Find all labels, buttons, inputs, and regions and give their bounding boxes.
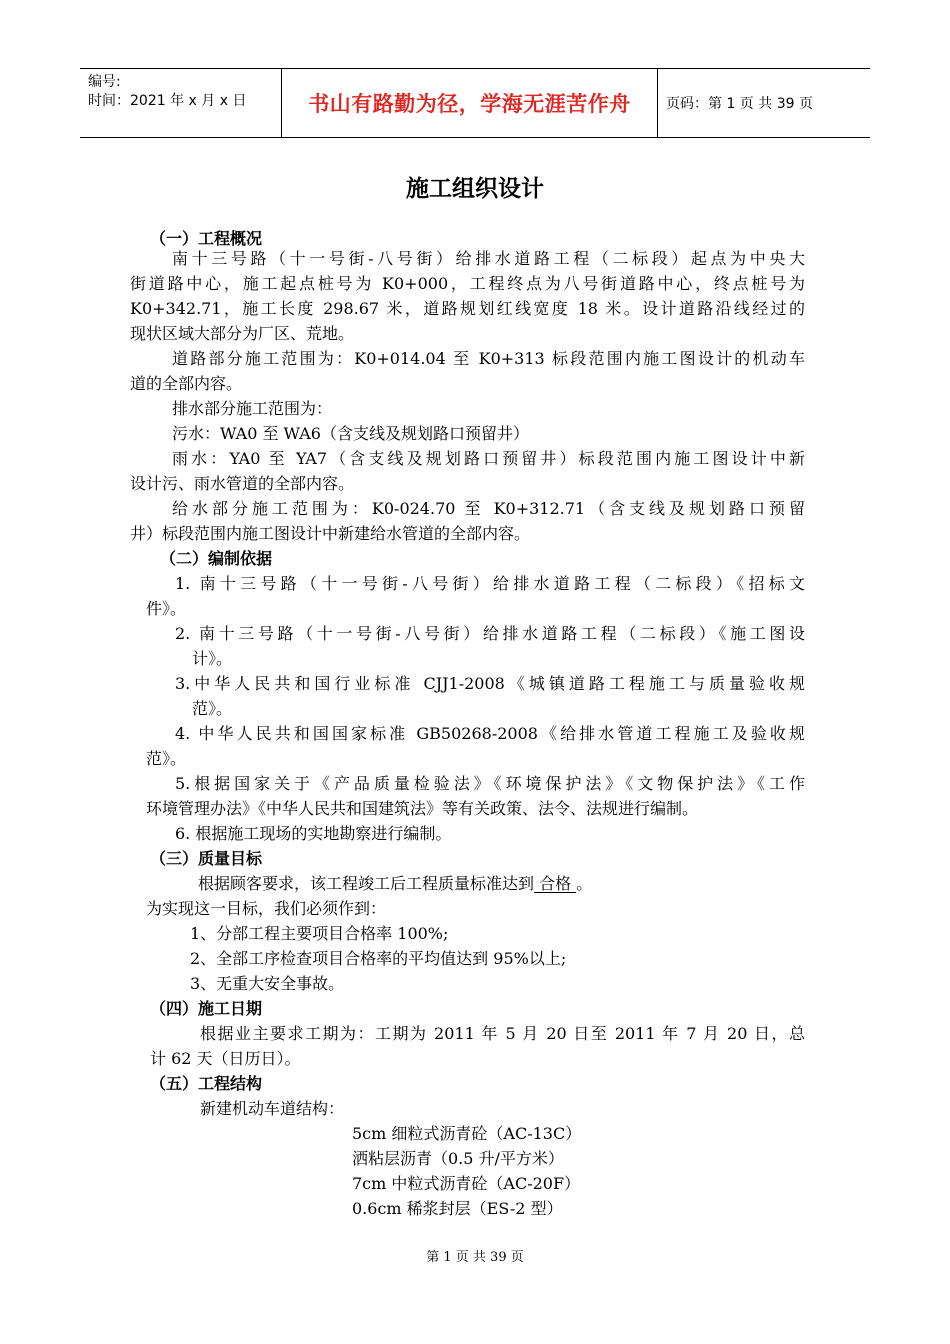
structure-layer: 0.6cm 稀浆封层（ES-2 型） xyxy=(352,1199,563,1218)
section-heading: （三）质量目标 xyxy=(150,849,263,868)
paragraph-line: 计 62 天（日历日）。 xyxy=(150,1049,301,1068)
quality-standard: 合格 xyxy=(534,874,577,893)
list-item-continuation: 环境管理办法》《中华人民共和国建筑法》等有关政策、法令、法规进行编制。 xyxy=(146,799,699,818)
list-item-continuation: 范》。 xyxy=(192,699,233,718)
paragraph-line: 井）标段范围内施工图设计中新建给水管道的全部内容。 xyxy=(130,524,531,543)
goal-item: 3、无重大安全事故。 xyxy=(190,974,345,993)
paragraph-line: 南十三号路（十一号街-八号街）给排水道路工程（二标段）起点为中央大 xyxy=(172,249,805,268)
paragraph-line: 设计污、雨水管道的全部内容。 xyxy=(130,474,355,493)
document-title: 施工组织设计 xyxy=(406,176,544,202)
paragraph-line: 新建机动车道结构： xyxy=(200,1099,345,1118)
list-item: 1. 南十三号路（十一号街-八号街）给排水道路工程（二标段）《招标文 xyxy=(175,574,805,593)
paragraph-line: 道的全部内容。 xyxy=(130,374,243,393)
section-heading: （一）工程概况 xyxy=(150,229,263,248)
list-item-continuation: 计》。 xyxy=(192,649,233,668)
structure-layer: 洒粘层沥青（0.5 升/平方米） xyxy=(352,1149,564,1168)
section-heading: （二）编制依据 xyxy=(160,549,273,568)
paragraph-line xyxy=(198,872,592,896)
structure-layer: 7cm 中粒式沥青砼（AC-20F） xyxy=(352,1174,581,1193)
page-footer: 第 1 页 共 39 页 xyxy=(426,1250,524,1265)
structure-layer: 5cm 细粒式沥青砼（AC-13C） xyxy=(352,1124,582,1143)
header-motto: 书山有路勤为径，学海无涯苦作舟 xyxy=(282,69,658,137)
list-item: 2. 南十三号路（十一号街-八号街）给排水道路工程（二标段）《施工图设 xyxy=(175,624,805,643)
section-heading: （五）工程结构 xyxy=(150,1074,263,1093)
list-item: 6. 根据施工现场的实地勘察进行编制。 xyxy=(175,824,452,843)
list-item-continuation: 件》。 xyxy=(146,599,187,618)
goal-item: 2、全部工序检查项目合格率的平均值达到 95%以上; xyxy=(190,949,567,968)
section-heading: （四）施工日期 xyxy=(150,999,263,1018)
document-number-label: 编号: xyxy=(88,74,121,90)
paragraph-line: 为实现这一目标，我们必须作到： xyxy=(146,899,387,918)
goal-item: 1、分部工程主要项目合格率 100%; xyxy=(190,924,449,943)
list-item: 5.根据国家关于《产品质量检验法》《环境保护法》《文物保护法》《工作 xyxy=(175,774,805,793)
quality-text-end: 。 xyxy=(576,874,593,893)
paragraph-line: 根据业主要求工期为：工期为 2011 年 5 月 20 日至 2011 年 7 月 20 日，总 xyxy=(200,1024,805,1043)
header-page-info: 页码：第 1 页 共 39 页 xyxy=(666,96,813,112)
paragraph-line: K0+342.71，施工长度 298.67 米，道路规划红线宽度 18 米。设计道路沿线经过的 xyxy=(130,299,805,318)
paragraph-line: 排水部分施工范围为： xyxy=(172,399,333,418)
paragraph-line: 雨水：YA0 至 YA7（含支线及规划路口预留井）标段范围内施工图设计中新 xyxy=(172,449,805,468)
paragraph-line: 道路部分施工范围为：K0+014.04 至 K0+313 标段范围内施工图设计的机动车 xyxy=(172,349,805,368)
paragraph-line: 给水部分施工范围为：K0-024.70 至 K0+312.71（含支线及规划路口预留 xyxy=(172,499,805,518)
list-item: 4. 中华人民共和国国家标准 GB50268-2008《给排水管道工程施工及验收规 xyxy=(175,724,805,743)
quality-text: 根据顾客要求，该工程竣工后工程质量标准达到 xyxy=(198,874,535,893)
document-date: 时间：2021 年 x 月 x 日 xyxy=(88,93,247,109)
page-header xyxy=(80,68,870,138)
paragraph-line: 现状区域大部分为厂区、荒地。 xyxy=(130,324,355,343)
list-item-continuation: 范》。 xyxy=(146,749,187,768)
paragraph-line: 污水：WA0 至 WA6（含支线及规划路口预留井） xyxy=(172,424,529,443)
list-item: 3.中华人民共和国行业标准 CJJ1-2008《城镇道路工程施工与质量验收规 xyxy=(175,674,805,693)
paragraph-line: 街道路中心，施工起点桩号为 K0+000，工程终点为八号街道路中心，终点桩号为 xyxy=(130,274,805,293)
header-meta xyxy=(80,69,282,137)
